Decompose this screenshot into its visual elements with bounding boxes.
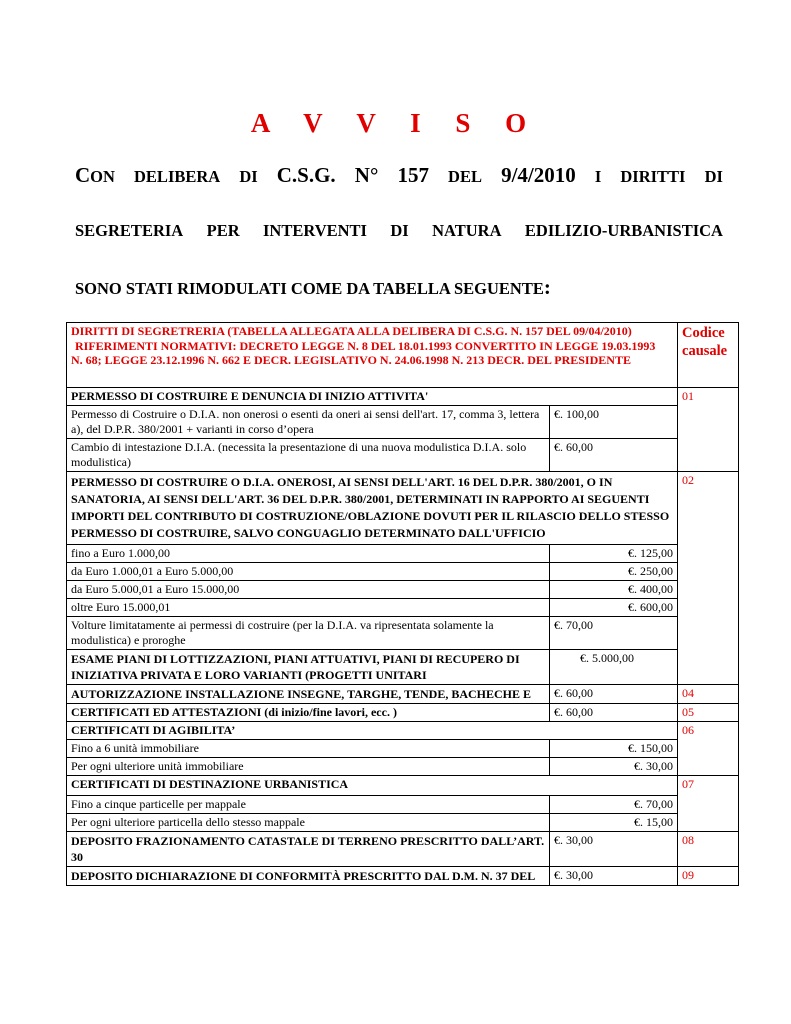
intro-word: INTERVENTI xyxy=(263,221,367,240)
intro-word: DI xyxy=(239,167,258,186)
table-row xyxy=(67,758,739,776)
table-row xyxy=(67,472,739,545)
row-label: Fino a 6 unità immobiliare xyxy=(67,740,550,758)
table-row xyxy=(67,832,739,867)
table-row xyxy=(67,388,739,406)
page-title: A V V I S O xyxy=(250,108,541,138)
table-row xyxy=(67,740,739,758)
row-amount: €. 30,00 xyxy=(550,758,678,776)
row-amount: €. 30,00 xyxy=(550,867,678,886)
table-header xyxy=(67,323,678,388)
header-line: DIRITTI DI SEGRETRERIA (TABELLA ALLEGATA ALLA DELIBERA DI C.S.G. N. 157 DEL 09/04/2010) xyxy=(71,324,632,338)
table-row xyxy=(67,796,739,814)
intro-line-1 xyxy=(75,163,723,188)
row-amount: €. 600,00 xyxy=(550,599,678,617)
table-row xyxy=(67,722,739,740)
table-header-row xyxy=(67,323,739,388)
code-cell: 05 xyxy=(678,704,739,722)
section-title: ESAME PIANI DI LOTTIZZAZIONI, PIANI ATTUATIVI, PIANI DI RECUPERO DI INIZIATIVA PRIVATA E LORO VARIANTI (PROGETTI UNITARI xyxy=(67,650,550,685)
row-label: Volture limitatamente ai permessi di costruire (per la D.I.A. va ripresentata solamente la modulistica) e proroghe xyxy=(67,617,550,650)
row-label: Permesso di Costruire o D.I.A. non onerosi o esenti da oneri ai sensi dell'art. 17, comma 3, lettera a), del D.P.R. 380/2001 + varianti in corso d’opera xyxy=(67,406,550,439)
row-amount: €. 30,00 xyxy=(550,832,678,867)
row-amount: €. 150,00 xyxy=(550,740,678,758)
row-label: Fino a cinque particelle per mappale xyxy=(67,796,550,814)
table-row xyxy=(67,867,739,886)
row-label: Cambio di intestazione D.I.A. (necessita la presentazione di una nuova modulistica D.I.A. solo modulistica) xyxy=(67,439,550,472)
intro-line-3 xyxy=(75,275,723,300)
row-amount: €. 60,00 xyxy=(550,439,678,472)
table-row xyxy=(67,685,739,704)
table-row xyxy=(67,814,739,832)
table-row xyxy=(67,406,739,439)
intro-word: C.S.G. xyxy=(276,163,336,187)
section-title: CERTIFICATI DI AGIBILITA’ xyxy=(67,722,678,740)
intro-word: DELIBERA xyxy=(134,167,221,186)
table-row xyxy=(67,650,739,685)
intro-text: SONO STATI RIMODULATI COME DA TABELLA SEGUENTE xyxy=(75,279,544,298)
intro-word: PER xyxy=(206,221,240,240)
intro-word: I xyxy=(594,167,602,186)
intro-word: 9/4/2010 xyxy=(501,163,576,187)
intro-word: DIRITTI xyxy=(620,167,686,186)
code-cell: 07 xyxy=(678,776,739,832)
section-title-text: PERMESSO DI COSTRUIRE O D.I.A. ONEROSI, AI SENSI DELL'ART. 16 DEL D.P.R. 380/2001, O IN SANATORIA, AI SENSI DELL'ART. 36 DEL D.P.R. 380/2001, DETERMINATI IN RAPPORTO AI SEGUENTI IMPORTI DEL CONTRIBUTO DI COSTRUZIONE/OBLAZIONE DOVUTI PER IL RILASCIO DELLO STESSO PERMESSO DI COSTRUIRE, SALVO CONGUAGLIO DETERMINATO DALL'UFFICIO xyxy=(71,475,670,540)
section-title xyxy=(67,472,678,545)
table-row xyxy=(67,563,739,581)
row-amount: €. 250,00 xyxy=(550,563,678,581)
code-cell: 02 xyxy=(678,472,739,685)
header-line: N. 68; LEGGE 23.12.1996 N. 662 E DECR. LEGISLATIVO N. 24.06.1998 N. 213 DECR. DEL PRESIDENTE xyxy=(71,353,631,367)
intro-word: EDILIZIO-URBANISTICA xyxy=(524,221,723,240)
row-amount: €. 15,00 xyxy=(550,814,678,832)
intro-word: CON xyxy=(75,163,115,187)
code-header: Codice causale xyxy=(678,323,739,388)
section-title: DEPOSITO FRAZIONAMENTO CATASTALE DI TERRENO PRESCRITTO DALL’ART. 30 xyxy=(67,832,550,867)
row-amount: €. 70,00 xyxy=(550,617,678,650)
intro-line-2 xyxy=(75,221,723,241)
row-label: oltre Euro 15.000,01 xyxy=(67,599,550,617)
section-title: CERTIFICATI ED ATTESTAZIONI (di inizio/fine lavori, ecc. ) xyxy=(67,704,550,722)
header-line: RIFERIMENTI NORMATIVI: DECRETO LEGGE N. 8 DEL 18.01.1993 CONVERTITO IN LEGGE 19.03.1993 xyxy=(75,338,656,353)
table-row xyxy=(67,439,739,472)
table-row xyxy=(67,704,739,722)
table-row xyxy=(67,581,739,599)
code-cell: 06 xyxy=(678,722,739,776)
intro-word: N° xyxy=(354,163,379,187)
table-row xyxy=(67,617,739,650)
section-title: DEPOSITO DICHIARAZIONE DI CONFORMITÀ PRESCRITTO DAL D.M. N. 37 DEL xyxy=(67,867,550,886)
row-label: da Euro 5.000,01 a Euro 15.000,00 xyxy=(67,581,550,599)
intro-colon: : xyxy=(543,275,551,299)
table-row xyxy=(67,776,739,796)
row-label: fino a Euro 1.000,00 xyxy=(67,545,550,563)
table-row xyxy=(67,599,739,617)
section-title: CERTIFICATI DI DESTINAZIONE URBANISTICA xyxy=(67,776,678,796)
row-amount: €. 60,00 xyxy=(550,685,678,704)
table-row xyxy=(67,545,739,563)
row-amount: €. 400,00 xyxy=(550,581,678,599)
code-cell: 08 xyxy=(678,832,739,867)
row-amount: €. 5.000,00 xyxy=(550,650,678,685)
intro-word: SEGRETERIA xyxy=(75,221,184,240)
intro-word: DEL xyxy=(448,167,482,186)
row-label: Per ogni ulteriore particella dello stesso mappale xyxy=(67,814,550,832)
intro-word: NATURA xyxy=(432,221,502,240)
fees-table xyxy=(66,322,739,886)
row-amount: €. 100,00 xyxy=(550,406,678,439)
row-amount: €. 60,00 xyxy=(550,704,678,722)
code-cell: 01 xyxy=(678,388,739,472)
code-cell: 09 xyxy=(678,867,739,886)
row-amount: €. 70,00 xyxy=(550,796,678,814)
section-title: PERMESSO DI COSTRUIRE E DENUNCIA DI INIZIO ATTIVITA' xyxy=(67,388,678,406)
code-cell: 04 xyxy=(678,685,739,704)
row-amount: €. 125,00 xyxy=(550,545,678,563)
section-title: AUTORIZZAZIONE INSTALLAZIONE INSEGNE, TARGHE, TENDE, BACHECHE E xyxy=(67,685,550,704)
row-label: da Euro 1.000,01 a Euro 5.000,00 xyxy=(67,563,550,581)
intro-word: DI xyxy=(704,167,723,186)
row-label: Per ogni ulteriore unità immobiliare xyxy=(67,758,550,776)
intro-word: 157 xyxy=(397,163,429,187)
intro-word: DI xyxy=(390,221,409,240)
